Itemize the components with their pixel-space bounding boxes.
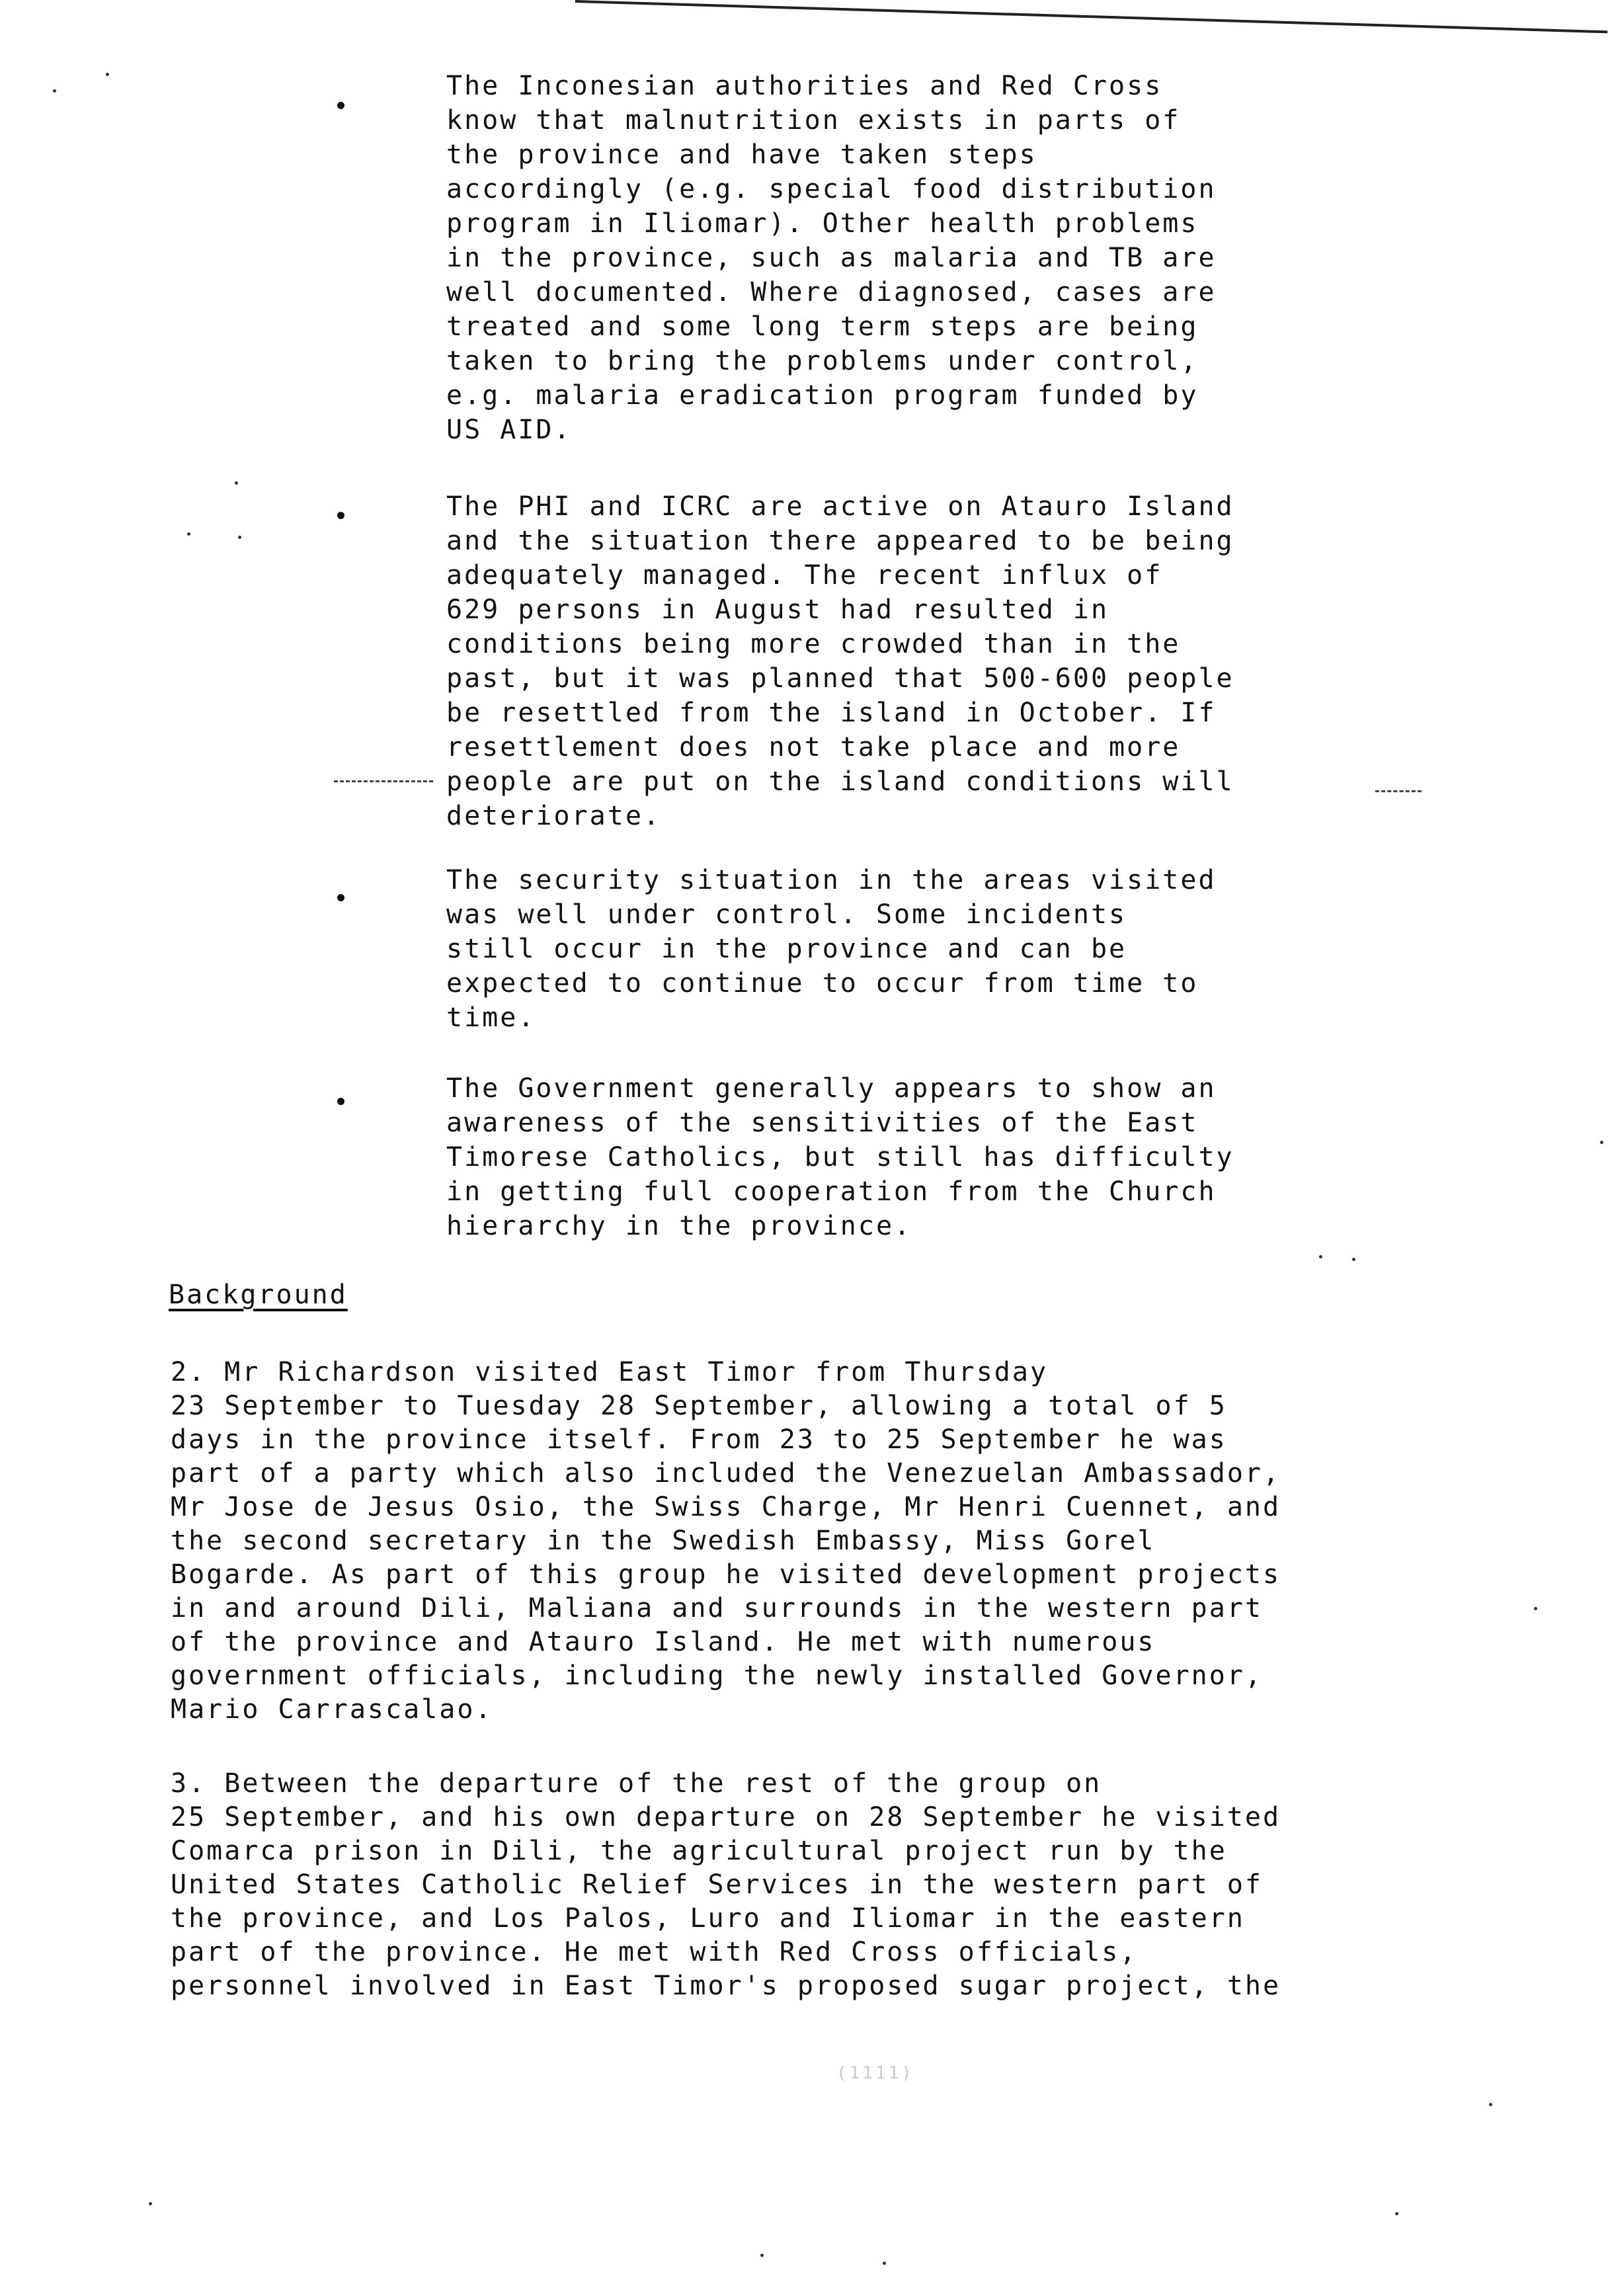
scan-speck [1534,1607,1537,1610]
scan-speck [187,532,190,536]
scan-speck [1319,1255,1322,1258]
paragraph-2: 2. Mr Richardson visited East Timor from Thursday 23 September to Tuesday 28 September, allowing a total of 5 days in the province itself. From 23 to 25 September he was part of a party which also included the Venezuelan Ambassador, Mr Jose de Jesus Osio, the Swiss Charge, Mr Henri Cuennet, and the second secretary in the Swedish Embassy, Miss Gorel Bogarde. As part of this group he visited development projects in and around Dili, Maliana and surrounds in the western part of the province and Atauro Island. He met with numerous government officials, including the newly installed Governor, Mario Carrascalao. [171,1357,1281,1725]
bullet-item-government: The Government generally appears to show an awareness of the sensitivities of the East Timorese Catholics, but still has difficulty in getting full cooperation from the Church hierarchy in the province. [446,1073,1234,1241]
scan-speck [106,73,109,76]
scan-speck [53,89,56,93]
scan-speck [235,481,238,485]
scan-speck [1600,1141,1603,1144]
scan-speck [149,2202,152,2205]
margin-line-right [1375,790,1422,792]
scan-speck [238,536,241,539]
bullet-marker [337,894,344,901]
scan-speck [883,2262,886,2265]
bullet-item-security: The security situation in the areas visited was well under control. Some incidents still occur in the province and can be expected to continue to occur from time to time. [446,865,1217,1033]
section-heading-background: Background [169,1280,348,1310]
scan-speck [1352,1258,1355,1261]
scan-speck [1489,2103,1492,2106]
scan-speck [1395,2212,1398,2215]
paragraph-3: 3. Between the departure of the rest of the group on 25 September, and his own departure on 28 September he visited Comarca prison in Dili, the agricultural project run by the United States Catholic Relief Services in the western part of the province, and Los Palos, Luro and Iliomar in the eastern part of the province. He met with Red Cross officials, personnel involved in East Timor's proposed sugar project, the [171,1768,1281,2001]
scan-speck [760,2254,764,2257]
top-rule [575,0,1607,33]
margin-line-left [334,780,433,782]
bullet-marker [337,1098,344,1105]
bullet-item-malnutrition: The Inconesian authorities and Red Cross know that malnutrition exists in parts of the province and have taken steps accordingly (e.g. special food distribution program in Iliomar). Other health problems in the province, such as malaria and TB are well documented. Where diagnosed, cases are treated and some long term steps are being taken to bring the problems under control, e.g. malaria eradication program funded by US AID. [446,71,1217,445]
bullet-marker [337,512,344,519]
faded-page-mark: (1111) [836,2063,914,2083]
bullet-marker [337,102,344,109]
bullet-item-atauro-island: The PHI and ICRC are active on Atauro Island and the situation there appeared to be being adequately managed. The recent influx of 629 persons in August had resulted in conditions being more crowded than in the past, but it was planned that 500-600 people be resettled from the island in October. If resettlement does not take place and more people are put on the island conditions will deteriorate. [446,491,1234,831]
